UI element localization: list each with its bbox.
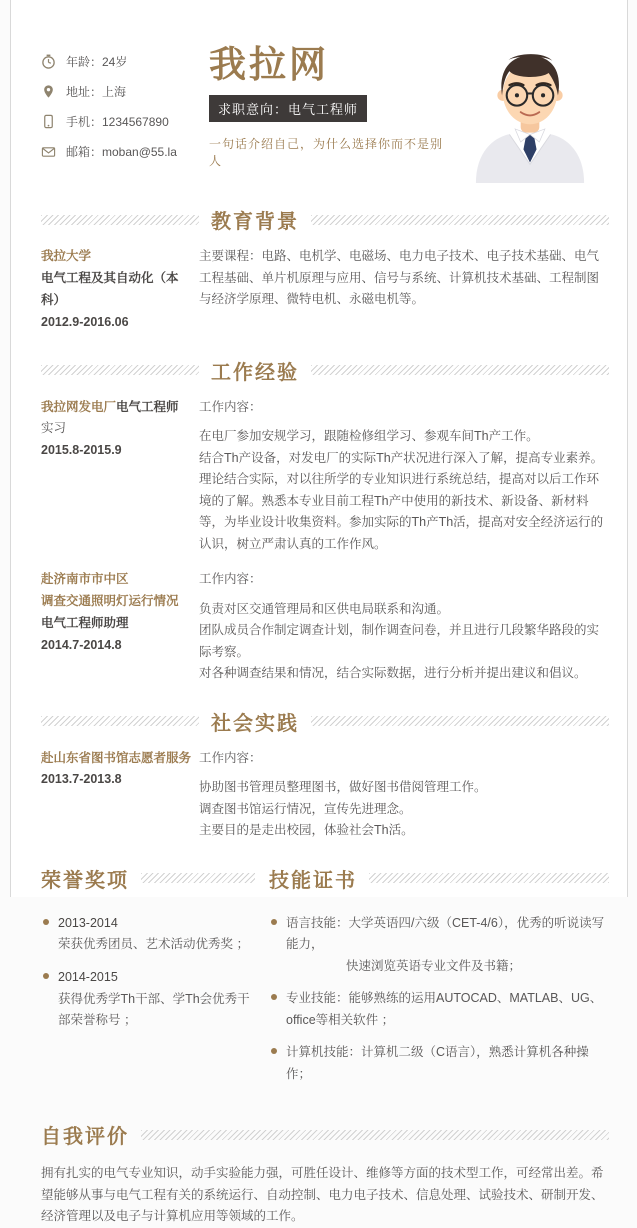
section-header-honors — [41, 864, 255, 893]
skill2-text: 专业技能：能够熟练的运用AUTOCAD、MATLAB、UG、office等相关软件 ； — [286, 991, 603, 1027]
work2-org-line2: 调查交通照明灯运行情况 — [41, 593, 179, 608]
candidate-name: 我拉网 — [209, 44, 329, 85]
resume-header — [41, 45, 609, 183]
honor2-period: 2014-2015 — [58, 969, 118, 984]
practice-line3: 主要目的是走出校园，体验社会Th活。 — [199, 823, 414, 837]
phone-text: 手机：1234567890 — [66, 115, 169, 129]
location-icon — [41, 84, 56, 99]
skill-item-computer — [269, 1042, 609, 1085]
hatch-decoration — [141, 873, 255, 883]
bottom-columns — [41, 864, 609, 1097]
major-text: 电气工程及其自动化（本科） — [41, 270, 179, 307]
work1-org-line — [41, 397, 191, 419]
work2-left — [41, 569, 199, 685]
practice-line1: 协助图书管理员整理图书，做好图书借阅管理工作。 — [199, 780, 487, 794]
section-header-work — [41, 356, 609, 385]
hatch-decoration — [41, 215, 199, 225]
skill-item-professional — [269, 988, 609, 1031]
education-period: 2012.9-2016.06 — [41, 314, 129, 329]
bullet-dot — [271, 994, 277, 1000]
info-row-age — [41, 53, 209, 70]
contact-info-block — [41, 45, 209, 183]
work1-type: 实习 — [41, 421, 67, 436]
work1-left — [41, 397, 199, 556]
bullet-dot — [43, 973, 49, 979]
section-header-evaluation — [41, 1120, 609, 1149]
school-name: 我拉大学 — [41, 249, 92, 263]
bullet-dot — [271, 919, 277, 925]
hatch-decoration — [41, 716, 199, 726]
work2-line2: 团队成员合作制定调查计划，制作调查问卷，并且进行几段繁华路段的实际考察。 — [199, 623, 600, 659]
practice-line2: 调查图书馆运行情况，宣传先进理念。 — [199, 801, 412, 816]
work1-line1: 在电厂参加安规学习，跟随检修组学习、参观车间Th产工作。 — [199, 429, 539, 443]
work1-content-label: 工作内容： — [199, 399, 262, 414]
practice-title: 社会实践 — [211, 712, 299, 735]
education-entry — [41, 246, 609, 334]
education-left — [41, 246, 199, 334]
phone-icon — [41, 114, 56, 129]
hatch-decoration — [141, 1130, 609, 1140]
work-entry-1 — [41, 397, 609, 556]
honor2-desc: 获得优秀学Th干部、学Th会优秀干部荣誉称号 ； — [58, 991, 250, 1028]
practice-left — [41, 748, 199, 842]
section-header-education — [41, 205, 609, 234]
skill3-text: 计算机技能：计算机二级（C语言），熟悉计算机各种操作； — [286, 1045, 589, 1081]
work1-line3: 理论结合实际，对以往所学的专业知识进行系统总结，提高对以后工作环境的了解。熟悉本专业目前工程Th产中使用的新技术、新设备、新材料等，为毕业设计收集资料。参加实际的Th产Th活，提高对安全经济运行的认识，树立严肃认真的工作作风。 — [199, 472, 604, 551]
skill1-line2: 快速浏览英语专业文件及书籍； — [346, 958, 522, 973]
work1-right — [199, 397, 609, 556]
honor1-desc: 荣获优秀团员、艺术活动优秀奖 ； — [58, 937, 249, 952]
honor-item-2 — [41, 967, 255, 1032]
work-entry-2 — [41, 569, 609, 685]
hatch-decoration — [311, 215, 609, 225]
address-text: 地址：上海 — [66, 85, 127, 99]
skills-column — [269, 864, 609, 1097]
hatch-decoration — [41, 365, 199, 375]
work2-line1: 负责对区交通管理局和区供电局联系和沟通。 — [199, 601, 450, 616]
mail-icon — [41, 144, 56, 159]
honor1-period: 2013-2014 — [58, 915, 118, 930]
evaluation-title: 自我评价 — [41, 1126, 129, 1148]
work2-role: 电气工程师助理 — [41, 615, 129, 630]
work-title: 工作经验 — [211, 361, 299, 384]
practice-period: 2013.7-2013.8 — [41, 772, 122, 787]
honors-title: 荣誉奖项 — [41, 869, 129, 892]
work2-line3: 对各种调查结果和情况，结合实际数据，进行分析并提出建议和倡议。 — [199, 666, 587, 680]
age-text: 年龄：24岁 — [66, 55, 128, 69]
work1-org-role: 电气工程师 — [116, 399, 179, 414]
email-text: 邮箱：moban@55.la — [66, 145, 177, 159]
avatar-block — [451, 45, 609, 183]
practice-right — [199, 748, 609, 842]
info-row-phone — [41, 113, 209, 130]
hatch-decoration — [369, 873, 609, 883]
work2-org-line1: 赴济南市市中区 — [41, 572, 129, 586]
clock-icon — [41, 54, 56, 69]
courses-text: 主要课程：电路、电机学、电磁场、电力电子技术、电子技术基础、电气工程基础、单片机原理与应用、信号与系统、计算机技术基础、工程制图与经济学原理、微特电机、永磁电机等。 — [199, 249, 600, 306]
skill-item-language — [269, 913, 609, 978]
practice-entry — [41, 748, 609, 842]
work2-right — [199, 569, 609, 685]
practice-content-label: 工作内容： — [199, 750, 262, 765]
work1-org: 我拉网发电厂 — [41, 399, 117, 414]
skill1-line1: 语言技能：大学英语四/六级（CET-4/6），优秀的听说读写能力， — [286, 915, 605, 951]
education-title: 教育背景 — [211, 211, 299, 233]
identity-block — [209, 45, 451, 183]
section-header-skills — [269, 864, 609, 893]
work1-period: 2015.8-2015.9 — [41, 443, 122, 458]
avatar — [455, 45, 605, 183]
evaluation-text: 拥有扎实的电气专业知识，动手实验能力强，可胜任设计、维修等方面的技术型工作，可经常出差。希望能够从事与电气工程有关的系统运行、自动控制、电力电子技术、信息处理、试验技术、研制开发、经济管理以及电子与计算机应用等领域的工作。 — [41, 1166, 604, 1223]
resume-page — [10, 0, 628, 1223]
info-row-email — [41, 143, 209, 160]
section-header-practice — [41, 707, 609, 736]
work2-content-label: 工作内容： — [199, 572, 262, 586]
bullet-dot — [271, 1048, 277, 1054]
hatch-decoration — [311, 365, 609, 375]
skills-title: 技能证书 — [269, 869, 357, 892]
practice-org: 赴山东省图书馆志愿者服务 — [41, 750, 192, 765]
hatch-decoration — [311, 716, 609, 726]
tagline-text: 一句话介绍自己，为什么选择你而不是别人 — [209, 136, 444, 168]
info-row-address — [41, 83, 209, 100]
education-right — [199, 246, 609, 334]
bullet-dot — [43, 919, 49, 925]
work1-line2: 结合Th产设备，对发电厂的实际Th产状况进行深入了解，提高专业素养。 — [199, 450, 604, 465]
honor-item-1 — [41, 913, 255, 956]
honors-column — [41, 864, 269, 1097]
job-objective-badge: 求职意向：电气工程师 — [209, 95, 367, 122]
work2-period: 2014.7-2014.8 — [41, 637, 122, 652]
